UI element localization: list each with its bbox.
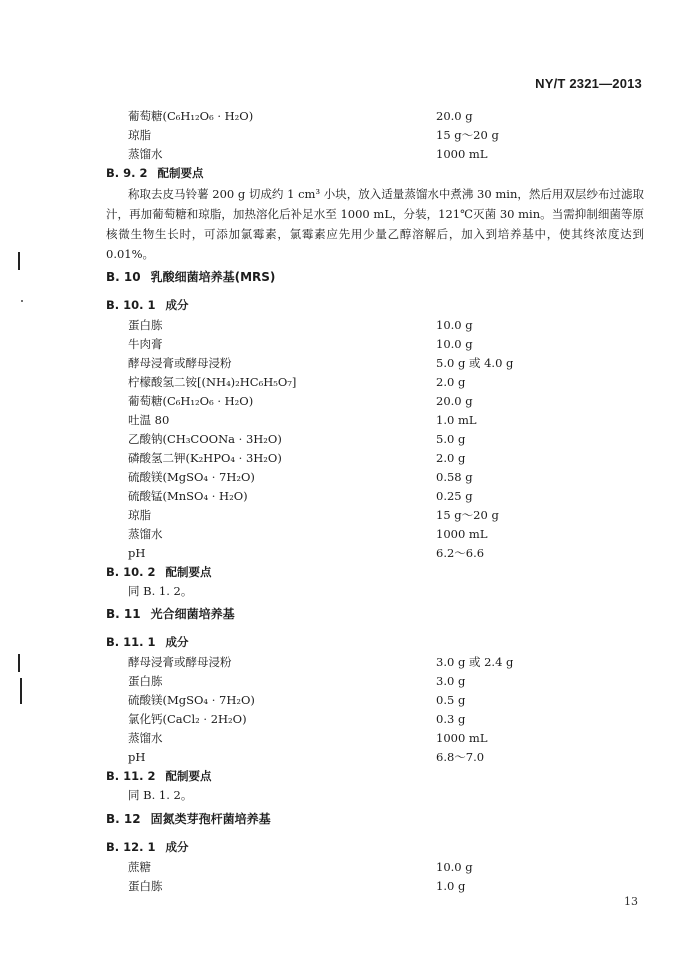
table-row — [0, 710, 680, 728]
table-row — [0, 145, 680, 163]
ingredient-amount: 2.0 g — [436, 451, 466, 465]
ingredient-amount: 20.0 g — [436, 394, 473, 408]
section-number: B. 10 — [106, 270, 141, 284]
table-row — [0, 468, 680, 486]
section-title: 配制要点 — [165, 769, 212, 783]
ingredient-name: 葡萄糖(C₆H₁₂O₆ · H₂O) — [128, 394, 254, 408]
ingredient-name: 吐温 80 — [128, 413, 170, 427]
ingredient-amount: 1000 mL — [436, 731, 488, 745]
table-row — [0, 525, 680, 543]
section-number: B. 11 — [106, 607, 141, 621]
section-heading-b102 — [106, 564, 212, 580]
b102-text: 同 B. 1. 2。 — [128, 584, 193, 598]
section-number: B. 12. 1 — [106, 840, 156, 854]
ingredient-amount: 0.25 g — [436, 489, 473, 503]
ingredient-name: 酵母浸膏或酵母浸粉 — [128, 356, 232, 370]
ingredient-amount: 6.2～6.6 — [436, 546, 485, 560]
table-row — [0, 653, 680, 671]
section-title: 配制要点 — [157, 166, 204, 180]
ingredient-amount: 1000 mL — [436, 527, 488, 541]
ingredient-amount: 5.0 g 或 4.0 g — [436, 356, 514, 370]
ingredient-amount: 3.0 g 或 2.4 g — [436, 655, 514, 669]
scan-mark — [21, 300, 23, 302]
section-heading-b112 — [106, 768, 212, 784]
section-heading-b12 — [106, 810, 271, 827]
table-row — [0, 877, 680, 895]
ingredient-name: 蒸馏水 — [128, 147, 163, 161]
ingredient-amount: 0.3 g — [436, 712, 466, 726]
ingredient-name: pH — [128, 750, 146, 764]
ingredient-amount: 2.0 g — [436, 375, 466, 389]
section-heading-b111 — [106, 634, 189, 650]
table-row — [0, 392, 680, 410]
ingredient-amount: 3.0 g — [436, 674, 466, 688]
ingredient-amount: 1.0 mL — [436, 413, 477, 427]
standard-number: NY/T 2321—2013 — [535, 76, 642, 91]
table-row — [0, 373, 680, 391]
b92-paragraph: 称取去皮马铃薯 200 g 切成约 1 cm³ 小块，放入适量蒸馏水中煮沸 30 min，然后用双层纱布过滤取汁，再加葡萄糖和琼脂，加热溶化后补足水至 1000 mL，分装，121℃灭菌 30 min。当需抑制细菌等原核微生物生长时，可添加氯霉素，氯霉素应先用少量乙醇溶解后，加入到培养基中，使其终浓度达到 0.01%。 — [106, 187, 644, 261]
ingredient-amount: 10.0 g — [436, 860, 473, 874]
ingredient-name: 硫酸镁(MgSO₄ · 7H₂O) — [128, 693, 255, 707]
section-title: 成分 — [165, 840, 189, 854]
section-title: 配制要点 — [165, 565, 212, 579]
section-heading-b121 — [106, 839, 189, 855]
ingredient-name: pH — [128, 546, 146, 560]
section-heading-b92 — [106, 165, 204, 181]
ingredient-name: 蒸馏水 — [128, 527, 163, 541]
section-number: B. 10. 2 — [106, 565, 156, 579]
table-row — [0, 748, 680, 766]
ingredient-amount: 0.5 g — [436, 693, 466, 707]
section-title: 成分 — [165, 298, 189, 312]
table-row — [0, 506, 680, 524]
ingredient-name: 琼脂 — [128, 128, 151, 142]
b112-text: 同 B. 1. 2。 — [128, 788, 193, 802]
table-row — [0, 316, 680, 334]
ingredient-amount: 5.0 g — [436, 432, 466, 446]
table-row — [0, 691, 680, 709]
ingredient-name: 牛肉膏 — [128, 337, 163, 351]
ingredient-amount: 10.0 g — [436, 318, 473, 332]
ingredient-name: 蛋白胨 — [128, 879, 163, 893]
scan-mark — [18, 252, 20, 270]
table-row — [0, 487, 680, 505]
page-number: 13 — [624, 895, 638, 908]
section-number: B. 9. 2 — [106, 166, 148, 180]
section-title: 乳酸细菌培养基(MRS) — [150, 270, 276, 284]
ingredient-name: 蔗糖 — [128, 860, 151, 874]
table-row — [0, 858, 680, 876]
ingredient-amount: 10.0 g — [436, 337, 473, 351]
table-row — [0, 430, 680, 448]
ingredient-amount: 15 g～20 g — [436, 128, 499, 142]
ingredient-amount: 6.8～7.0 — [436, 750, 485, 764]
table-row — [0, 411, 680, 429]
section-heading-b101 — [106, 297, 189, 313]
ingredient-name: 蛋白胨 — [128, 318, 163, 332]
table-row — [0, 354, 680, 372]
section-number: B. 10. 1 — [106, 298, 156, 312]
table-row — [0, 126, 680, 144]
ingredient-name: 硫酸镁(MgSO₄ · 7H₂O) — [128, 470, 255, 484]
ingredient-name: 琼脂 — [128, 508, 151, 522]
ingredient-name: 硫酸锰(MnSO₄ · H₂O) — [128, 489, 248, 503]
ingredient-name: 柠檬酸氢二铵[(NH₄)₂HC₆H₅O₇] — [128, 375, 297, 389]
table-row — [0, 449, 680, 467]
table-row — [0, 544, 680, 562]
section-title: 成分 — [165, 635, 189, 649]
ingredient-name: 氯化钙(CaCl₂ · 2H₂O) — [128, 712, 247, 726]
scan-mark — [18, 654, 20, 672]
ingredient-amount: 0.58 g — [436, 470, 473, 484]
table-row — [0, 729, 680, 747]
table-row — [0, 335, 680, 353]
ingredient-amount: 1000 mL — [436, 147, 488, 161]
ingredient-name: 蛋白胨 — [128, 674, 163, 688]
table-row — [0, 672, 680, 690]
section-title: 固氮类芽孢杆菌培养基 — [150, 812, 271, 826]
ingredient-name: 磷酸氢二钾(K₂HPO₄ · 3H₂O) — [128, 451, 282, 465]
section-number: B. 11. 2 — [106, 769, 156, 783]
ingredient-name: 乙酸钠(CH₃COONa · 3H₂O) — [128, 432, 282, 446]
section-number: B. 11. 1 — [106, 635, 156, 649]
ingredient-amount: 15 g～20 g — [436, 508, 499, 522]
ingredient-amount: 1.0 g — [436, 879, 466, 893]
section-title: 光合细菌培养基 — [150, 607, 235, 621]
ingredient-name: 葡萄糖(C₆H₁₂O₆ · H₂O) — [128, 109, 254, 123]
section-heading-b11 — [106, 605, 235, 622]
scan-mark — [20, 678, 22, 704]
ingredient-name: 酵母浸膏或酵母浸粉 — [128, 655, 232, 669]
table-row — [0, 107, 680, 125]
ingredient-amount: 20.0 g — [436, 109, 473, 123]
section-heading-b10 — [106, 268, 275, 285]
section-number: B. 12 — [106, 812, 141, 826]
ingredient-name: 蒸馏水 — [128, 731, 163, 745]
